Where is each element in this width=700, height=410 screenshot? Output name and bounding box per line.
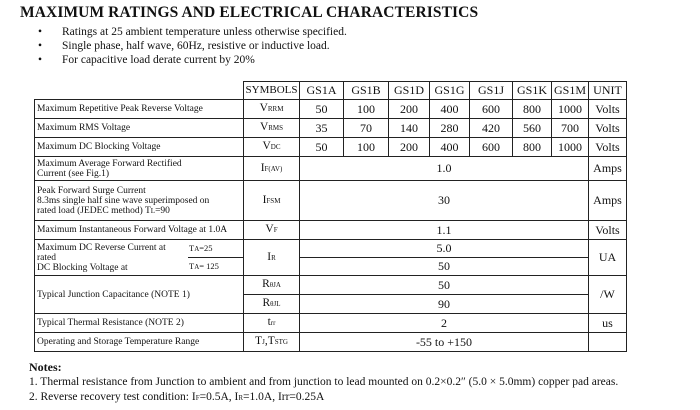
table-cell: 600	[470, 100, 513, 119]
table-row	[35, 157, 627, 181]
row-label: Maximum DC Blocking Voltage	[35, 138, 244, 157]
row-symbol: VRRM	[244, 100, 300, 119]
row-symbol: VDC	[244, 138, 300, 157]
table-cell: 90	[300, 295, 589, 314]
bullet-text: For capacitive load derate current by 20%	[62, 54, 255, 66]
row-unit: Volts	[589, 100, 627, 119]
table-cell: 400	[430, 100, 470, 119]
row-label: Maximum Average Forward Rectified Current (see Fig.1)	[35, 157, 244, 181]
table-cell: 400	[430, 138, 470, 157]
table-cell: 35	[300, 119, 344, 138]
row-symbol: trr	[244, 314, 300, 333]
table-row	[35, 240, 627, 258]
table-cell: 280	[430, 119, 470, 138]
table-cell: 50	[300, 276, 589, 295]
table-cell: 600	[470, 138, 513, 157]
table-cell: 5.0	[300, 240, 589, 258]
table-cell: 70	[344, 119, 389, 138]
header-part: GS1M	[552, 82, 589, 100]
ratings-table	[34, 81, 627, 352]
notes-title: Notes:	[29, 360, 62, 374]
row-unit: Volts	[589, 119, 627, 138]
table-row	[35, 100, 627, 119]
row-unit: Volts	[589, 221, 627, 240]
table-row	[35, 333, 627, 352]
row-symbol: IF(AV)	[244, 157, 300, 181]
table-cell: 50	[300, 100, 344, 119]
table-row	[35, 119, 627, 138]
row-unit: /W	[589, 276, 627, 314]
table-header-row	[35, 82, 627, 100]
table-cell: 1000	[552, 100, 589, 119]
header-part: GS1A	[300, 82, 344, 100]
bullet-item	[38, 39, 347, 53]
table-cell: 200	[389, 138, 430, 157]
header-unit: UNIT	[589, 82, 627, 100]
header-part: GS1D	[389, 82, 430, 100]
bullet-list	[38, 25, 347, 67]
table-cell: 800	[513, 138, 552, 157]
table-cell: 700	[552, 119, 589, 138]
row-unit: Amps	[589, 181, 627, 221]
row-symbol: TJ,TSTG	[244, 333, 300, 352]
row-unit: Volts	[589, 138, 627, 157]
row-label: Maximum DC Reverse Current at rated DC Blocking Voltage at	[35, 240, 188, 276]
header-part: GS1G	[430, 82, 470, 100]
table-row	[35, 314, 627, 333]
table-cell: 2	[300, 314, 589, 333]
condition-cell: TA=25	[188, 240, 244, 258]
header-part: GS1K	[513, 82, 552, 100]
table-cell: 1.1	[300, 221, 589, 240]
row-label: Typical Junction Capacitance (NOTE 1)	[35, 276, 244, 314]
row-label: Maximum RMS Voltage	[35, 119, 244, 138]
row-symbol: RθJA	[244, 276, 300, 295]
bullet-icon: •	[38, 26, 43, 38]
row-symbol: VF	[244, 221, 300, 240]
row-label: Operating and Storage Temperature Range	[35, 333, 244, 352]
bullet-icon: •	[38, 40, 43, 52]
table-cell: 30	[300, 181, 589, 221]
row-label: Maximum Instantaneous Forward Voltage at 1.0A	[35, 221, 244, 240]
row-unit: us	[589, 314, 627, 333]
table-cell: 100	[344, 100, 389, 119]
header-part: GS1J	[470, 82, 513, 100]
table-cell: 200	[389, 100, 430, 119]
row-unit: UA	[589, 240, 627, 276]
header-part: GS1B	[344, 82, 389, 100]
note-2: 2. Reverse recovery test condition: IF=0.5A, IR=1.0A, Irr=0.25A	[29, 391, 325, 403]
row-label: Maximum Repetitive Peak Reverse Voltage	[35, 100, 244, 119]
table-cell: 560	[513, 119, 552, 138]
table-cell: 800	[513, 100, 552, 119]
table-cell: -55 to +150	[300, 333, 589, 352]
bullet-text: Single phase, half wave, 60Hz, resistive or inductive load.	[62, 40, 330, 52]
header-symbols: SYMBOLS	[244, 82, 300, 100]
condition-cell: TA= 125	[188, 258, 244, 276]
row-label: Typical Thermal Resistance (NOTE 2)	[35, 314, 244, 333]
table-cell: 50	[300, 258, 589, 276]
table-cell: 1000	[552, 138, 589, 157]
row-symbol: IR	[244, 240, 300, 276]
table-row	[35, 138, 627, 157]
table-cell: 420	[470, 119, 513, 138]
table-cell: 1.0	[300, 157, 589, 181]
table-cell: 140	[389, 119, 430, 138]
row-symbol: VRMS	[244, 119, 300, 138]
row-label: Peak Forward Surge Current 8.3ms single half sine wave superimposed on rated load (JEDEC method) TL=90	[35, 181, 244, 221]
table-cell: 50	[300, 138, 344, 157]
page-title: MAXIMUM RATINGS AND ELECTRICAL CHARACTERISTICS	[20, 4, 479, 21]
note-1: 1. Thermal resistance from Junction to ambient and from junction to lead mounted on 0.2×0.2″ (5.0 × 5.0mm) copper pad areas.	[29, 376, 619, 388]
row-symbol: IFSM	[244, 181, 300, 221]
row-symbol: RθJL	[244, 295, 300, 314]
table-row	[35, 276, 627, 295]
table-cell: 100	[344, 138, 389, 157]
table-row	[35, 181, 627, 221]
bullet-text: Ratings at 25 ambient temperature unless otherwise specified.	[62, 26, 347, 38]
notes-section	[29, 360, 618, 406]
bullet-icon: •	[38, 54, 43, 66]
table-row	[35, 221, 627, 240]
row-unit	[589, 333, 627, 352]
row-unit: Amps	[589, 157, 627, 181]
bullet-item	[38, 53, 347, 67]
bullet-item	[38, 25, 347, 39]
header-blank	[35, 82, 244, 100]
